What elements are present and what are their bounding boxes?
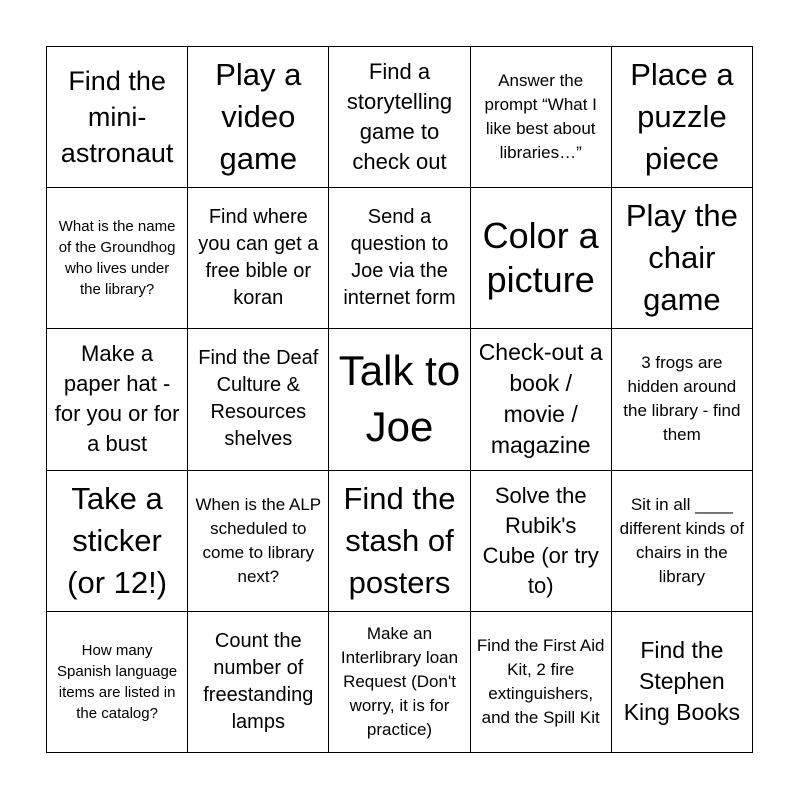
bingo-cell-1[interactable] — [47, 47, 188, 188]
cell-text: Talk to Joe — [338, 347, 461, 451]
bingo-cell-13[interactable] — [329, 329, 470, 470]
bingo-cell-23[interactable] — [329, 612, 470, 753]
bingo-cell-12[interactable] — [188, 329, 329, 470]
cell-text: Find where you can get a free bible or koran — [198, 206, 319, 310]
cell-text: Find the mini-astronaut — [60, 66, 174, 169]
bingo-cell-24[interactable] — [471, 612, 612, 753]
cell-text: Place a puzzle piece — [630, 57, 734, 177]
cell-text: How many Spanish language items are listed in the catalog? — [57, 641, 178, 722]
bingo-cell-6[interactable] — [47, 188, 188, 329]
bingo-cell-19[interactable] — [471, 471, 612, 612]
bingo-cell-3[interactable] — [329, 47, 470, 188]
cell-text: Solve the Rubik's Cube (or try to) — [482, 482, 599, 598]
cell-text: Find the Stephen King Books — [623, 637, 741, 726]
bingo-cell-21[interactable] — [47, 612, 188, 753]
bingo-cell-9[interactable] — [471, 188, 612, 329]
cell-text: Make a paper hat - for you or for a bust — [54, 341, 180, 457]
cell-text: Find the stash of posters — [343, 480, 456, 600]
cell-text: Check-out a book / movie / magazine — [478, 339, 603, 459]
bingo-cell-11[interactable] — [47, 329, 188, 470]
bingo-board — [46, 46, 753, 753]
cell-text: Sit in all ____ different kinds of chairs in the library — [619, 494, 745, 586]
cell-text: Answer the prompt “What I like best about libraries…” — [484, 71, 597, 163]
cell-text: Find the Deaf Culture & Resources shelves — [198, 347, 319, 451]
bingo-cell-25[interactable] — [612, 612, 753, 753]
cell-text: 3 frogs are hidden around the library - find them — [623, 353, 741, 445]
bingo-cell-7[interactable] — [188, 188, 329, 329]
bingo-cell-20[interactable] — [612, 471, 753, 612]
bingo-cell-16[interactable] — [47, 471, 188, 612]
bingo-cell-15[interactable] — [612, 329, 753, 470]
bingo-cell-8[interactable] — [329, 188, 470, 329]
cell-text: Play a video game — [215, 57, 302, 177]
bingo-cell-14[interactable] — [471, 329, 612, 470]
cell-text: Send a question to Joe via the internet form — [343, 206, 456, 310]
bingo-cell-4[interactable] — [471, 47, 612, 188]
cell-text: Make an Interlibrary loan Request (Don't worry, it is for practice) — [340, 623, 459, 739]
cell-text: Color a picture — [482, 215, 599, 301]
bingo-cell-2[interactable] — [188, 47, 329, 188]
cell-text: When is the ALP scheduled to come to library next? — [195, 494, 322, 586]
bingo-cell-17[interactable] — [188, 471, 329, 612]
cell-text: What is the name of the Groundhog who lives under the library? — [58, 218, 176, 299]
cell-text: Take a sticker (or 12!) — [67, 480, 168, 600]
cell-text: Find a storytelling game to check out — [346, 59, 453, 175]
bingo-cell-5[interactable] — [612, 47, 753, 188]
cell-text: Play the chair game — [625, 198, 738, 318]
cell-text: Find the First Aid Kit, 2 fire extinguishers, and the Spill Kit — [476, 635, 605, 727]
cell-text: Count the number of freestanding lamps — [203, 629, 314, 733]
bingo-cell-22[interactable] — [188, 612, 329, 753]
bingo-cell-18[interactable] — [329, 471, 470, 612]
bingo-cell-10[interactable] — [612, 188, 753, 329]
